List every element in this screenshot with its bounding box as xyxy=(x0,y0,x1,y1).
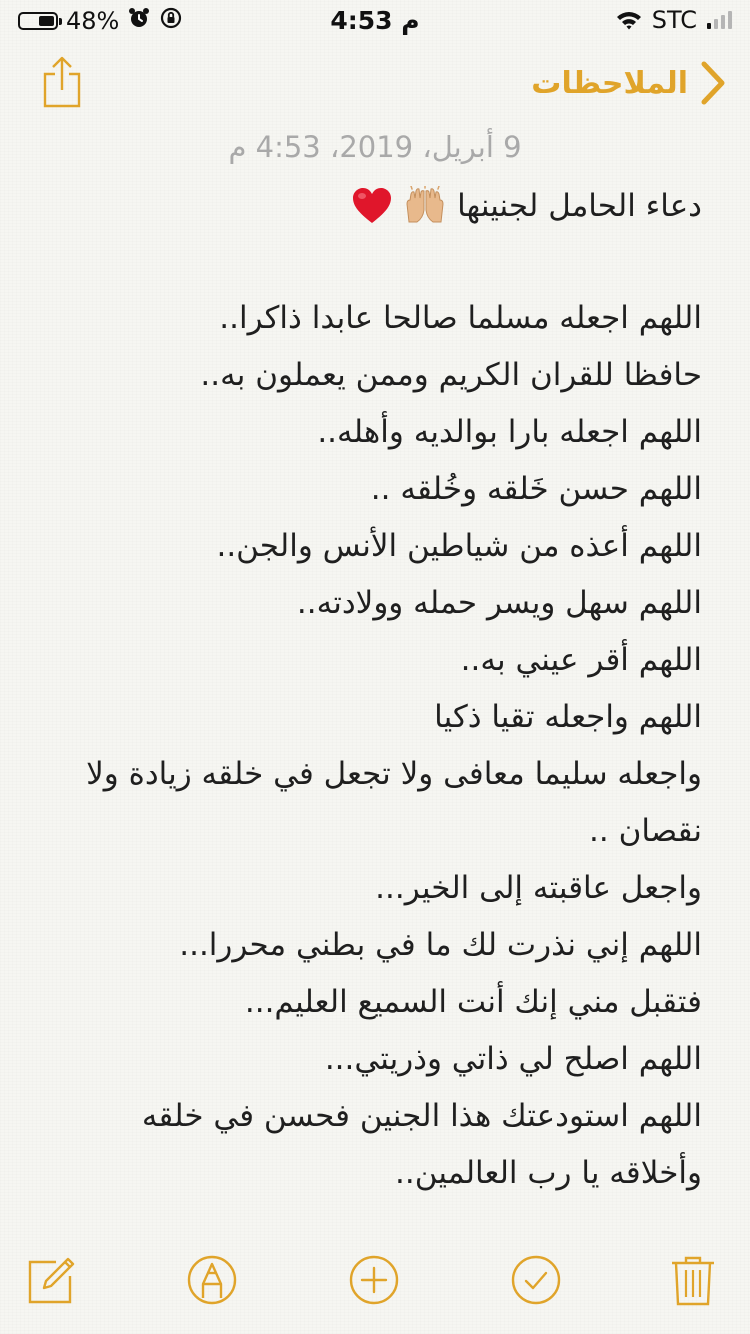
battery-percent: 48% xyxy=(66,6,120,35)
back-button[interactable] xyxy=(531,60,728,106)
compose-button[interactable] xyxy=(26,1254,78,1306)
share-button[interactable] xyxy=(42,56,82,108)
note-body[interactable] xyxy=(40,176,702,1202)
note-line: اللهم اجعله مسلما صالحا عابدا ذاكرا.. xyxy=(219,300,702,336)
note-line: فتقبل مني إنك أنت السميع العليم... xyxy=(244,984,702,1020)
signal-bars-icon xyxy=(707,11,732,29)
note-line: اللهم أقر عيني به.. xyxy=(460,642,702,678)
status-bar xyxy=(0,0,750,40)
raised-hands-icon xyxy=(403,186,447,226)
chevron-right-icon xyxy=(698,60,728,106)
checklist-icon xyxy=(510,1254,562,1306)
delete-button[interactable] xyxy=(670,1254,716,1306)
bottom-toolbar xyxy=(0,1224,750,1334)
wifi-icon xyxy=(616,11,642,29)
markup-icon xyxy=(186,1254,238,1306)
note-title: دعاء الحامل لجنينها xyxy=(457,187,702,224)
add-icon xyxy=(348,1254,400,1306)
status-right xyxy=(616,6,732,34)
note-line: اللهم سهل ويسر حمله وولادته.. xyxy=(296,585,702,621)
note-line: اللهم اجعله بارا بوالديه وأهله.. xyxy=(317,414,702,450)
back-label: الملاحظات xyxy=(531,65,688,101)
note-title-line xyxy=(40,176,702,236)
blank-line xyxy=(40,236,702,290)
note-line: حافظا للقران الكريم وممن يعملون به.. xyxy=(200,357,702,393)
red-heart-icon xyxy=(351,187,393,225)
note-line: اللهم اصلح لي ذاتي وذريتي... xyxy=(324,1041,702,1077)
markup-button[interactable] xyxy=(186,1254,238,1306)
status-time: 4:53 م xyxy=(330,6,420,35)
trash-icon xyxy=(670,1254,716,1306)
compose-icon xyxy=(26,1254,78,1306)
note-line: اللهم استودعتك هذا الجنين فحسن في خلقه xyxy=(141,1098,702,1134)
note-line: واجعله سليما معافى ولا تجعل في خلقه زيادة ولا xyxy=(86,756,702,792)
note-line: اللهم إني نذرت لك ما في بطني محررا... xyxy=(179,927,702,963)
note-line: نقصان .. xyxy=(589,813,702,849)
note-line: واجعل عاقبته إلى الخير... xyxy=(375,870,702,906)
note-date: 9 أبريل، 2019، 4:53 م xyxy=(228,130,522,164)
note-line: اللهم واجعله تقيا ذكيا xyxy=(434,699,702,735)
note-line: وأخلاقه يا رب العالمين.. xyxy=(395,1155,702,1191)
share-icon xyxy=(42,56,82,108)
note-lines xyxy=(40,290,702,1202)
checklist-button[interactable] xyxy=(510,1254,562,1306)
carrier-name: STC xyxy=(651,6,697,34)
note-line: اللهم أعذه من شياطين الأنس والجن.. xyxy=(216,528,702,564)
add-button[interactable] xyxy=(348,1254,400,1306)
note-line: اللهم حسن خَلقه وخُلقه .. xyxy=(370,471,702,507)
